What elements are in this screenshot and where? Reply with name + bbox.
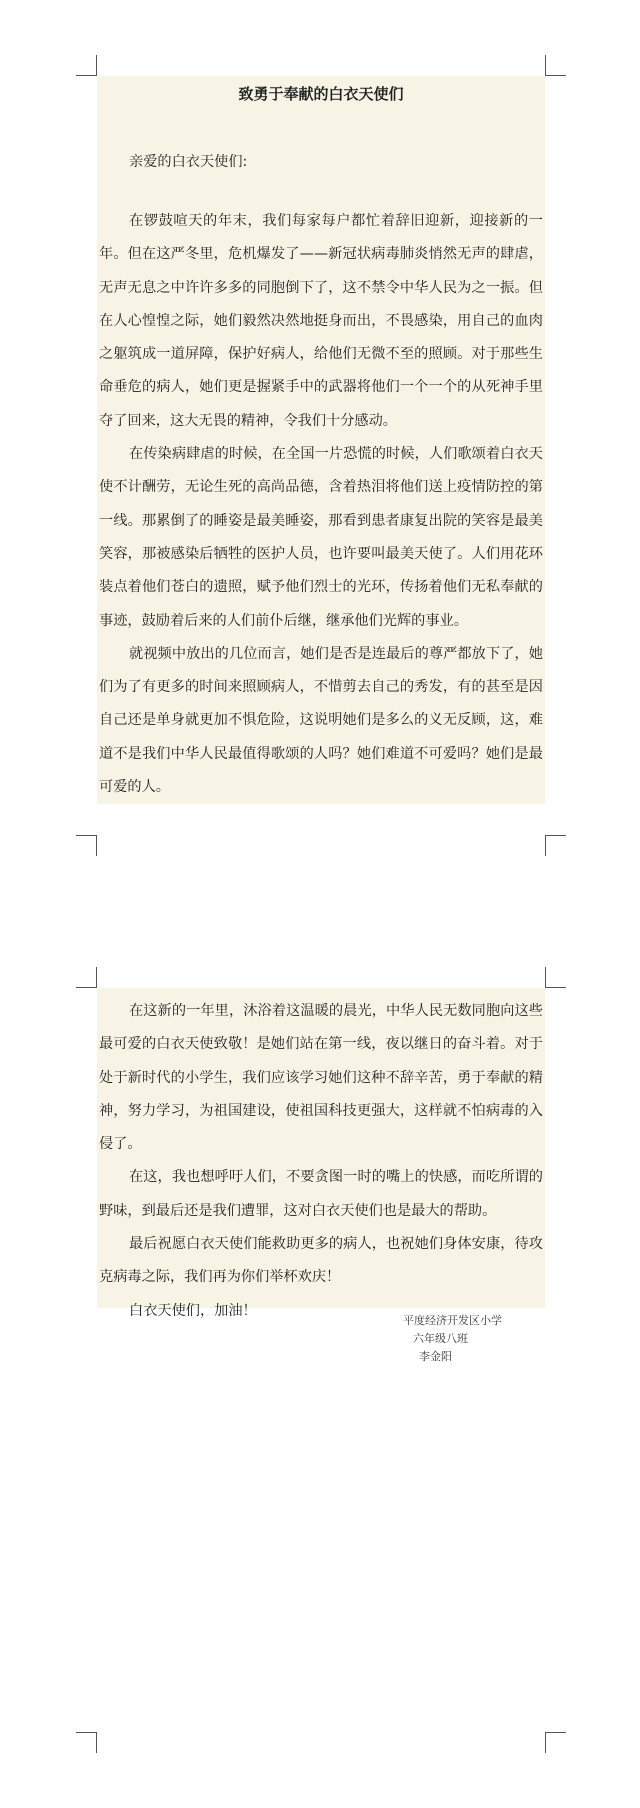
signature-name: 李金阳	[419, 1350, 452, 1363]
paragraph: 白衣天使们，加油！	[129, 1302, 257, 1319]
paragraph: 在传染病肆虐的时候，在全国一片恐慌的时候，人们歌颂着白衣天使不计酬劳，无论生死的高尚品德，含着热泪将他们送上疫情防控的第一线。那累倒了的睡姿是最美睡姿，那看到患者康复出院的笑容是最美笑容，那被感染后牺牲的医护人员，也许要叫最美天使了。人们用花环装点着他们苍白的遗照，赋予他们烈士的光环，传扬着他们无私奉献的事迹，鼓励着后来的人们前仆后继，继承他们光辉的事业。	[99, 446, 543, 629]
signature-class: 六年级八班	[413, 1332, 468, 1345]
salutation: 亲爱的白衣天使们:	[129, 154, 248, 170]
crop-mark-bottom-right	[545, 1732, 566, 1753]
signature-school: 平度经济开发区小学	[403, 1314, 502, 1327]
document-title: 致勇于奉献的白衣天使们	[238, 85, 404, 103]
paragraph: 在这新的一年里，沐浴着这温暖的晨光，中华人民无数同胞向这些最可爱的白衣天使致敬！是她们站在第一线，夜以继日的奋斗着。对于处于新时代的小学生，我们应该学习她们这种不辞辛苦，勇于奉献的精神，努力学习，为祖国建设，使祖国科技更强大，这样就不怕病毒的入侵了。	[99, 1003, 543, 1153]
paragraph: 在这，我也想呼吁人们，不要贪图一时的嘴上的快感，而吃所谓的野味，到最后还是我们遭罪，这对白衣天使们也是最大的帮助。	[99, 1169, 543, 1219]
paragraph: 最后祝愿白衣天使们能救助更多的病人，也祝她们身体安康，待攻克病毒之际，我们再为你们举杯欢庆！	[99, 1236, 543, 1286]
paragraph: 在锣鼓喧天的年末，我们每家每户都忙着辞旧迎新，迎接新的一年。但在这严冬里，危机爆发了——新冠状病毒肺炎悄然无声的肆虐，无声无息之中许许多多的同胞倒下了，这不禁令中华人民为之一振。但在人心惶惶之际，她们毅然决然地挺身而出，不畏感染，用自己的血肉之躯筑成一道屏障，保护好病人，给他们无微不至的照顾。对于那些生命垂危的病人，她们更是握紧手中的武器将他们一个一个的从死神手里夺了回来，这大无畏的精神，令我们十分感动。	[99, 213, 543, 429]
page-1-text-block	[97, 76, 545, 804]
crop-mark-top-left	[76, 55, 97, 76]
crop-mark-top-left	[76, 967, 97, 988]
page-2-text-block	[97, 988, 545, 1319]
page-1	[0, 0, 640, 880]
crop-mark-top-right	[545, 967, 566, 988]
crop-mark-top-right	[545, 55, 566, 76]
crop-mark-bottom-left	[76, 835, 97, 856]
paragraph: 就视频中放出的几位而言，她们是否是连最后的尊严都放下了，她们为了有更多的时间来照顾病人，不惜剪去自己的秀发，有的甚至是因自己还是单身就更加不惧危险，这说明她们是多么的义无反顾，这，难道不是我们中华人民最值得歌颂的人吗？她们难道不可爱吗？她们是最可爱的人。	[99, 645, 543, 796]
crop-mark-bottom-left	[76, 1732, 97, 1753]
crop-mark-bottom-right	[545, 835, 566, 856]
